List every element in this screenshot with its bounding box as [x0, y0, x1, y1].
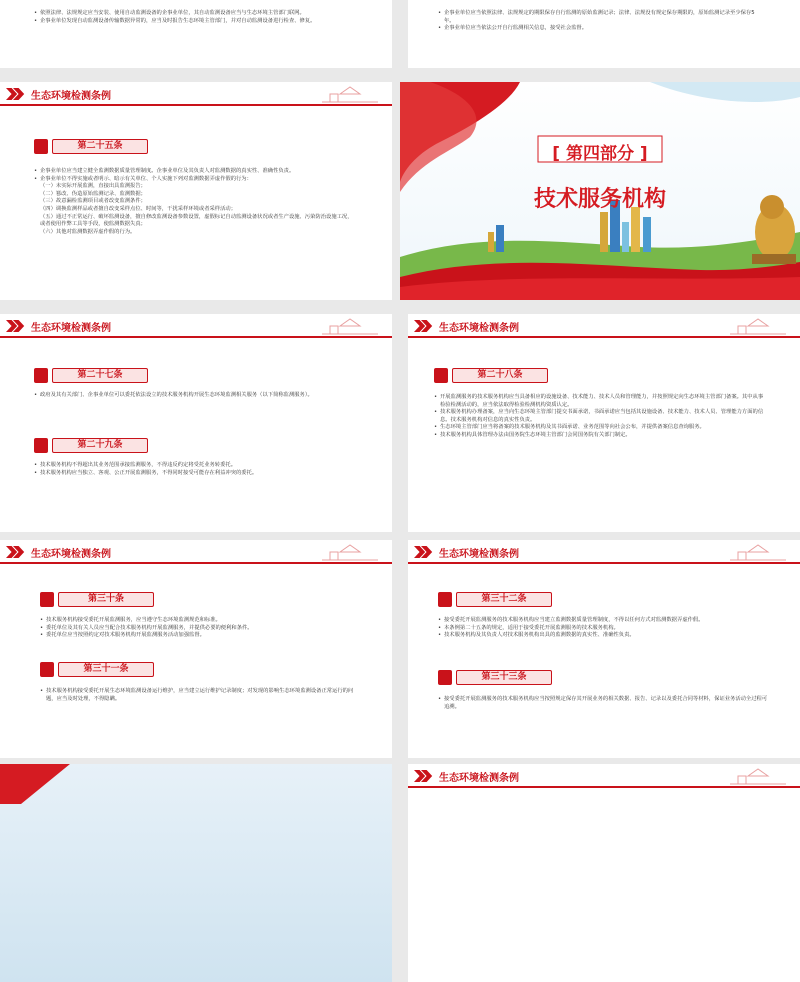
pavilion-watermark-icon	[728, 542, 788, 562]
slide-body: • 接受委托开展监测服务的技术服务机构应当按照规定保存其开展业务的相关数据、报告、记录以及委托合同等材料，保证业务活动全过程可追溯。	[438, 696, 768, 711]
section-label: 第二十八条	[452, 368, 548, 383]
section-label: 第二十五条	[52, 139, 148, 154]
pavilion-watermark-icon	[320, 316, 380, 336]
pavilion-watermark-icon	[320, 84, 380, 104]
slide-top-right	[408, 0, 800, 68]
slide-header	[0, 82, 392, 106]
ribbon-decoration	[0, 764, 70, 804]
slide-body: • 接受委托开展监测服务的技术服务机构应当建立监测数据质量管理制度，不得以任何方式对监测数据弄虚作假。 • 本条例第二十五条的规定，适用于接受委托开展监测服务的技术服务机构。 • 技术服务机构及其负责人对技术服务机构出具的监测数据的真实性、准确性负责。	[438, 617, 768, 640]
slide-bottom-left	[0, 764, 392, 982]
slide-header	[408, 764, 800, 788]
header-title: 生态环境检测条例	[439, 549, 519, 560]
section-label: 第二十九条	[52, 438, 148, 453]
slide-article-27-29	[0, 314, 392, 532]
slide-body: • 政府及其有关部门、企事业单位可以委托依法设立的技术服务机构开展生态环境监测相关服务（以下简称监测服务）。	[34, 392, 356, 400]
cover-title: 技术服务机构	[533, 187, 666, 212]
slide-cover	[400, 82, 800, 300]
slide-article-28	[408, 314, 800, 532]
slide-bottom-right	[408, 764, 800, 982]
slide-body: • 依照法律、法规规定应当安装、使用自动监测设备的企事业单位，其自动监测设备应当与生态环境主管部门联网。 • 企事业单位发现自动监测设备传输数据异常的，应当及时报告生态环境主管部门，并对自动监测设备进行检查、修复。	[34, 10, 340, 25]
slide-body: • 开展监测服务的技术服务机构应当具备相应的设施设备、技术能力、技术人员和管理能力，并按照规定向生态环境主管部门备案。其中从事检验检测活动的，应当依法取得检验检测机构资质认定。 • 技术服务机构办理备案，应当向生态环境主管部门提交书面承诺，书面承诺应当包括其设施设备、技术能力、技术人员、管理能力方面的信息。技术服务机构对信息的真实性负责。 • 生态环境主管部门应当将备案的技术服务机构及其书面承诺、业务范围等向社会公布，并提供备案信息查询服务。 • 技术服务机构具体管理办法由国务院生态环境主管部门会同国务院有关部门制定。	[434, 394, 768, 440]
cover-part-label: [ 第四部分 ]	[552, 144, 648, 164]
header-title: 生态环境检测条例	[439, 323, 519, 334]
header-title: 生态环境检测条例	[31, 549, 111, 560]
section-label: 第三十条	[58, 592, 154, 607]
section-label: 第三十三条	[456, 670, 552, 685]
header-title: 生态环境检测条例	[439, 773, 519, 784]
slide-top-left	[0, 0, 392, 68]
slide-header	[408, 314, 800, 338]
slide-body: • 企事业单位应当建立健全监测数据质量管理制度。企事业单位及其负责人对监测数据的真实性、准确性负责。 • 企事业单位不得实施或者明示、暗示有关单位、个人实施下列对监测数据弄虚作假的行为： （一）未实际开展监测，直接出具监测报告； （二）篡改、伪造原始监测记录、监测数据； （三）故意漏检监测项目或者改变监测条件； （四）调换监测样品或者擅自改变采样点位、时间等，干扰采样环境或者采样活动； （五）通过不正常运行、破坏监测设备，擅自修改监测设备参数设置，虚假标记自动监测设备状况或者生产设施、污染防治设施工况，或者使用作弊工具等手段，使监测数据失真； （六）其他对监测数据弄虚作假的行为。	[34, 168, 356, 236]
slide-body: • 技术服务机构接受委托开展生态环境监测设备运行维护，应当建立运行维护记录制度；对发现的影响生态环境监测设备正常运行的问题，应当及时处理，不得隐瞒。	[40, 688, 356, 703]
header-title: 生态环境检测条例	[31, 323, 111, 334]
slide-article-30-31	[0, 540, 392, 758]
pavilion-watermark-icon	[728, 316, 788, 336]
slide-body: • 技术服务机构不得超出其业务范围承接监测服务，不得违反约定将受托业务转委托。 • 技术服务机构应当独立、客观、公正开展监测服务，不得同时接受可能存在利益冲突的委托。	[34, 462, 356, 477]
section-label: 第二十七条	[52, 368, 148, 383]
slide-article-25	[0, 82, 392, 300]
slide-body: • 企事业单位应当依照法律、法规规定的期限保存自行监测的原始监测记录；法律、法规没有规定保存期限的，原始监测记录至少保存5年。 • 企事业单位应当依法公开自行监测相关信息，接受社会监督。	[438, 10, 758, 33]
section-label: 第三十一条	[58, 662, 154, 677]
pavilion-watermark-icon	[320, 542, 380, 562]
slide-header	[0, 540, 392, 564]
slide-header	[0, 314, 392, 338]
pavilion-watermark-icon	[728, 766, 788, 786]
section-label: 第三十二条	[456, 592, 552, 607]
slide-article-32-33	[408, 540, 800, 758]
slide-body: • 技术服务机构接受委托开展监测服务，应当遵守生态环境监测规范和标准。 • 委托单位及其有关人员应当配合技术服务机构开展监测服务，并提供必要的便利和条件。 • 委托单位应当按照约定对技术服务机构开展监测服务活动加强监督。	[40, 617, 356, 640]
slide-header	[408, 540, 800, 564]
header-title: 生态环境检测条例	[31, 91, 111, 102]
